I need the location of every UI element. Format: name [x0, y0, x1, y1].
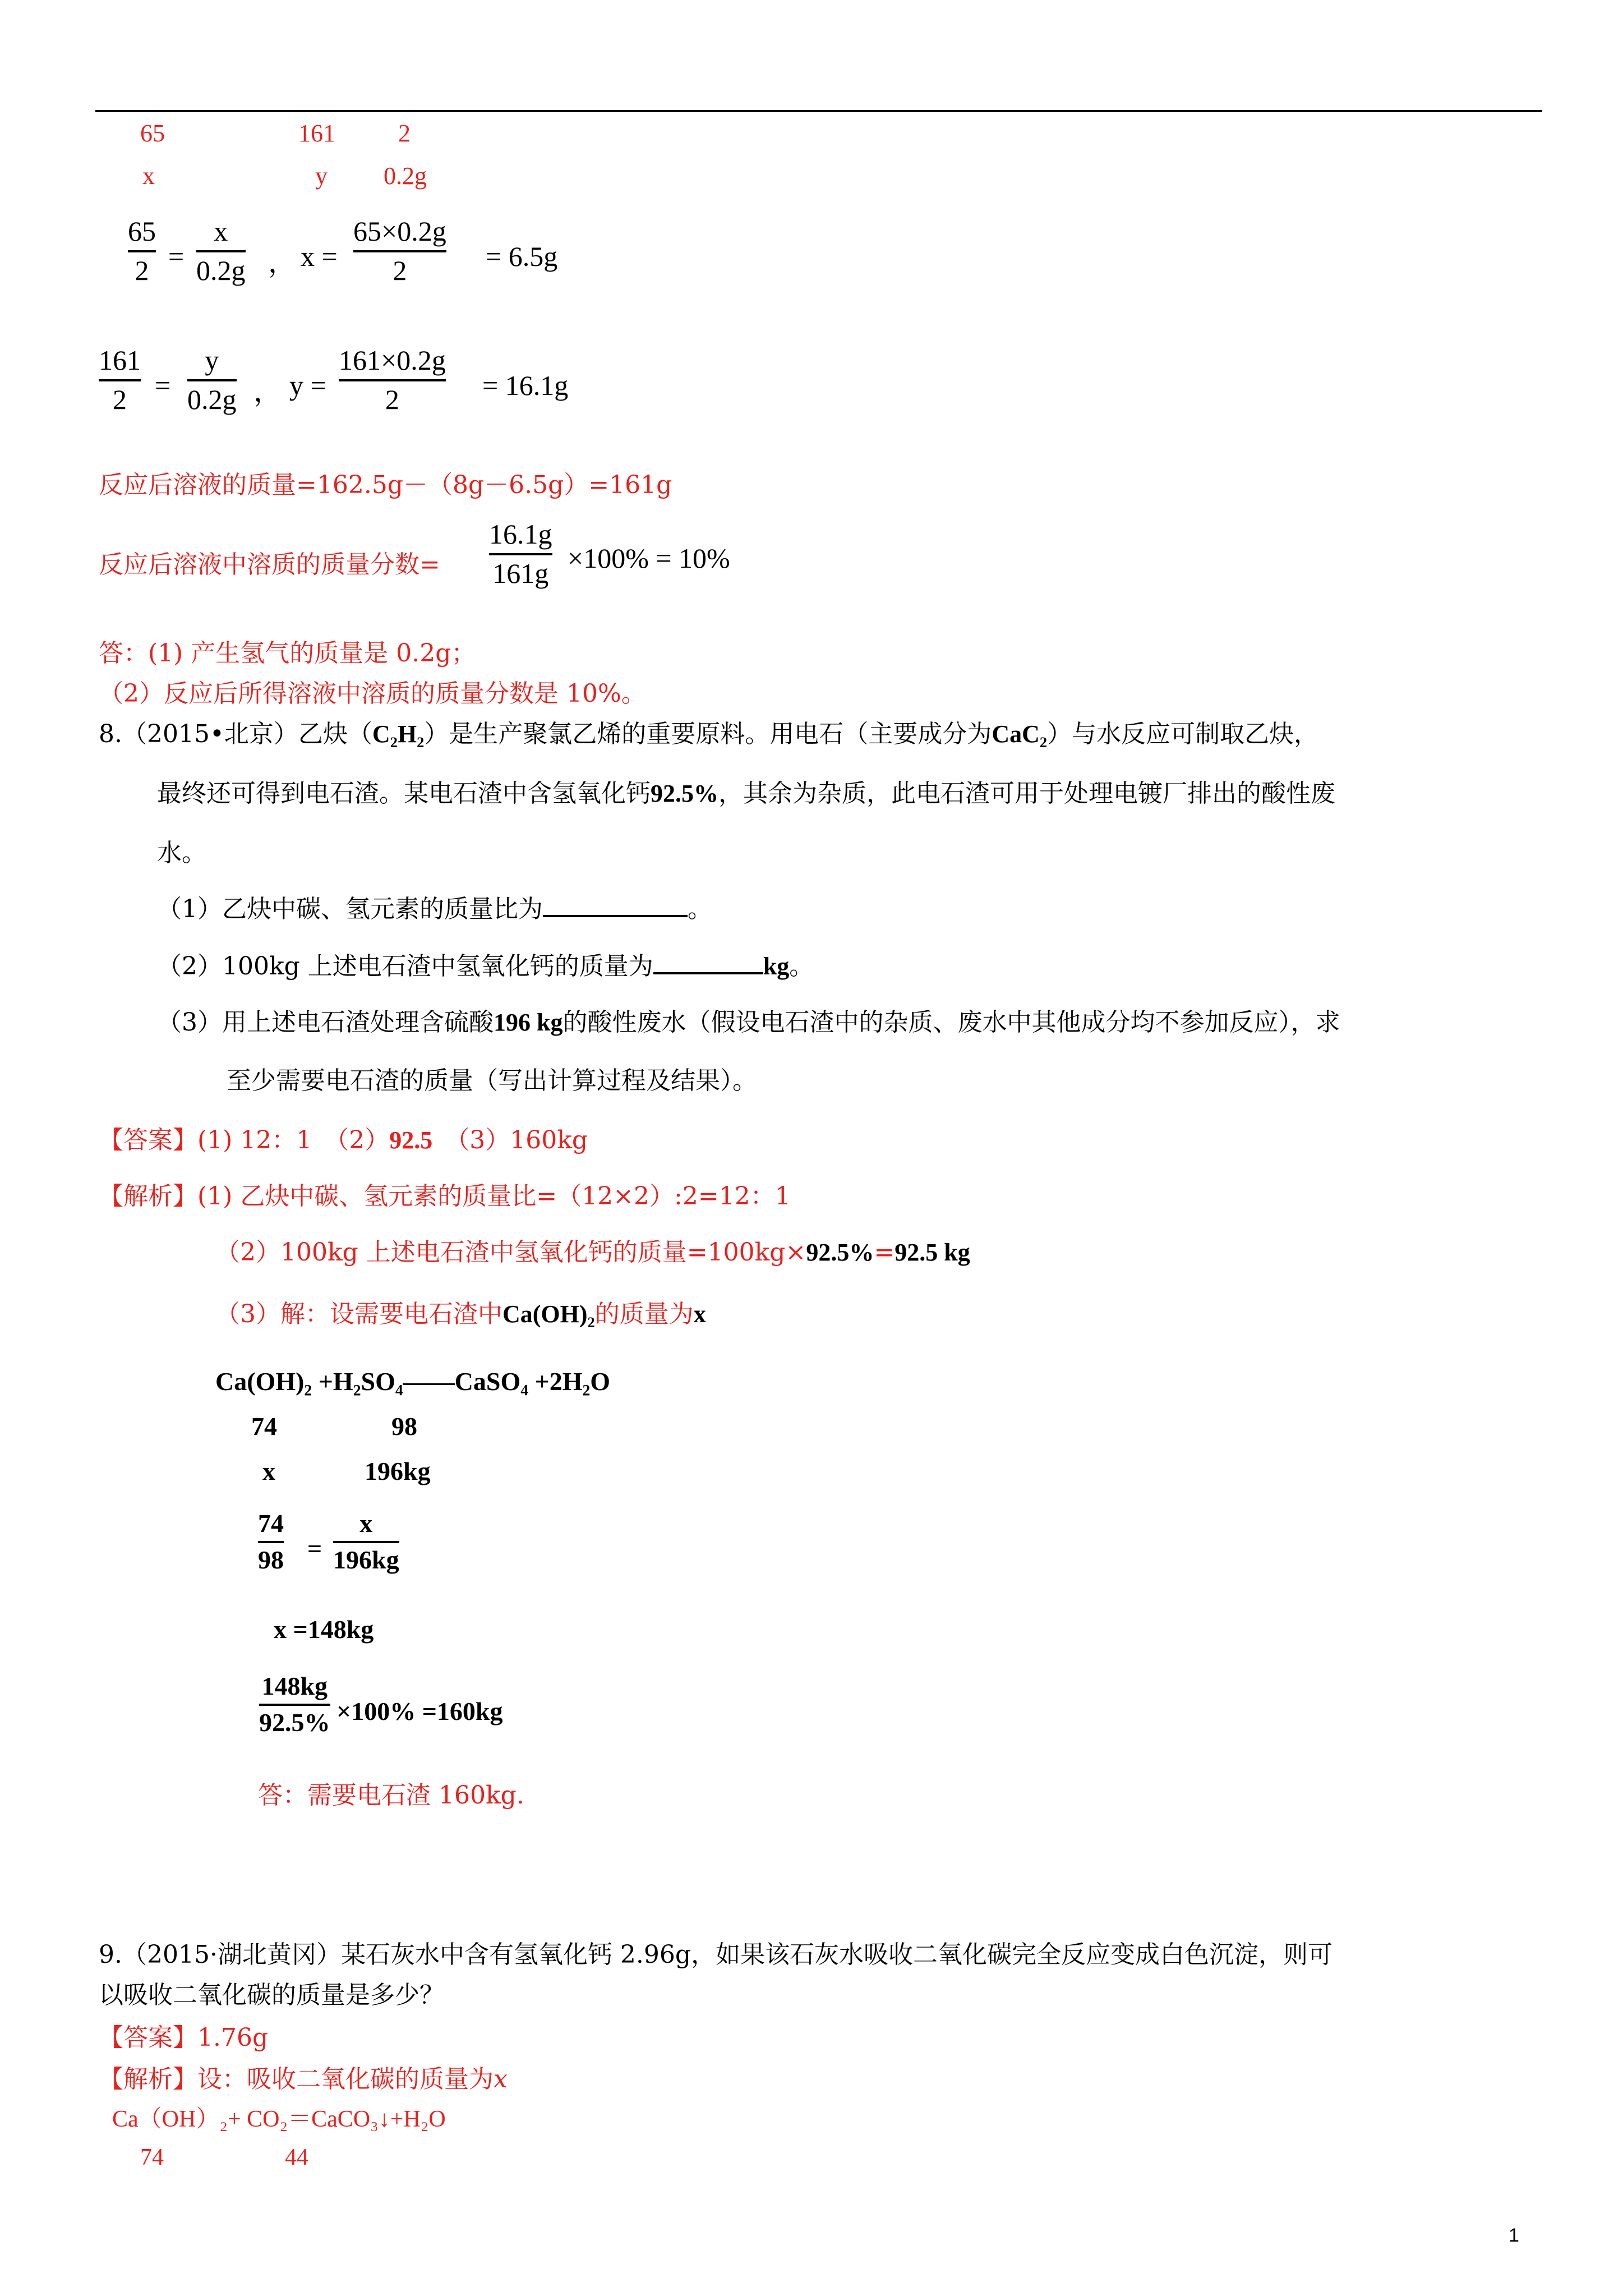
equals-sign: = [307, 1534, 322, 1563]
mass-fraction-result: ×100% = 10% [568, 542, 730, 574]
var-x: x [142, 162, 155, 190]
fraction-16-1-161: 16.1g 161g [489, 518, 552, 589]
molar-mass-zn: 65 [140, 119, 165, 147]
fraction-148-925: 148kg 92.5% [259, 1672, 330, 1737]
mass-fraction-label: 反应后溶液中溶质的质量分数= [99, 550, 440, 579]
question-9-line2: 以吸收二氧化碳的质量是多少？ [99, 1981, 444, 2009]
fraction-y-calc: 161×0.2g 2 [339, 344, 446, 415]
explanation-8-line3: （3）解：设需要电石渣中Ca(OH)₂的质量为x [215, 1300, 706, 1328]
explanation-8-line2: （2）100kg 上述电石渣中氢氧化钙的质量=100kg×92.5%=92.5 kg [215, 1238, 970, 1267]
question-8-sub3-cont: 至少需要电石渣的质量（写出计算过程及结果）。 [227, 1066, 757, 1095]
question-8-sub3: （3）用上述电石渣处理含硫酸196 kg的酸性废水（假设电石渣中的杂质、废水中其他成分均不参加反应），求 [157, 1008, 1340, 1037]
answer-blank-1 [543, 915, 688, 917]
reaction-equation: Ca(OH)₂ +H₂SO₄——CaSO₄ +2H₂O [215, 1367, 611, 1396]
question-8-sub1: （1）乙炔中碳、氢元素的质量比为 。 [157, 895, 712, 923]
answer-7-part1: 答：(1) 产生氢气的质量是 0.2g； [99, 639, 476, 668]
question-8-line1: 8.（2015•北京）乙炔（C₂H₂）是生产聚氯乙烯的重要原料。用电石（主要成分为CaC₂）与水反应可制取乙炔， [99, 720, 1319, 748]
answer-7-part2: （2）反应后所得溶液中溶质的质量分数是 10%。 [99, 679, 646, 708]
question-8-line2: 最终还可得到电石渣。某电石渣中含氢氧化钙92.5%，其余为杂质，此电石渣可用于处理电镀厂排出的酸性废 [157, 779, 1335, 808]
explanation-8-line1: 【解析】(1) 乙炔中碳、氢元素的质量比=（12×2）:2=12：1 [99, 1182, 791, 1211]
answer-8: 【答案】(1) 12：1 （2）92.5 （3）160kg [99, 1126, 588, 1154]
molar-mass-znso4: 161 [298, 119, 335, 147]
header-rule [95, 110, 1542, 112]
fraction-65-2: 65 2 [128, 215, 156, 286]
fraction-x-calc: 65×0.2g 2 [353, 215, 446, 286]
molar-mass-caoh2: 74 [251, 1412, 277, 1441]
question-8-line3: 水。 [157, 839, 206, 867]
page-number: 1 [1509, 2225, 1519, 2246]
molar-mass-h2so4: 98 [391, 1412, 417, 1441]
molar-mass-caoh2-9: 74 [140, 2145, 164, 2170]
var-x: x [262, 1457, 275, 1485]
answer-8-final: 答：需要电石渣 160kg. [258, 1781, 524, 1810]
answer-9: 【答案】1.76g [99, 2023, 269, 2052]
fraction-y-02g: y 0.2g [187, 344, 237, 415]
equals-sign: = [168, 241, 185, 272]
y-equals: y = [289, 370, 326, 401]
reaction-equation-9: Ca（OH）₂+ CO₂＝CaCO₃↓+H₂O [112, 2106, 446, 2132]
h2-mass: 0.2g [384, 162, 427, 190]
comma: ， [253, 376, 282, 407]
x-result: = 6.5g [486, 241, 558, 272]
fraction-x-196kg: x 196kg [333, 1509, 399, 1574]
explanation-9: 【解析】设：吸收二氧化碳的质量为x [99, 2065, 508, 2093]
molar-mass-h2: 2 [398, 119, 411, 147]
final-calc-result: ×100% =160kg [336, 1697, 503, 1726]
fraction-x-02g: x 0.2g [196, 215, 246, 286]
solution-mass-line: 反应后溶液的质量=162.5g－（8g－6.5g）=161g [99, 471, 672, 499]
y-result: = 16.1g [482, 370, 569, 401]
question-9-line1: 9.（2015·湖北黄冈）某石灰水中含有氢氧化钙 2.96g，如果该石灰水吸收二氧化碳完全反应变成白色沉淀，则可 [99, 1940, 1333, 1969]
molar-mass-co2-9: 44 [285, 2145, 308, 2170]
x-result: x =148kg [274, 1615, 374, 1644]
answer-blank-2 [653, 972, 763, 974]
equals-sign: = [155, 370, 171, 401]
fraction-74-98: 74 98 [258, 1509, 284, 1574]
question-8-sub2: （2）100kg 上述电石渣中氢氧化钙的质量为 kg。 [157, 952, 814, 981]
fraction-161-2: 161 2 [99, 344, 141, 415]
h2so4-mass: 196kg [365, 1457, 431, 1485]
var-y: y [315, 162, 328, 190]
comma: ， [268, 247, 296, 278]
x-equals: x = [301, 241, 338, 272]
